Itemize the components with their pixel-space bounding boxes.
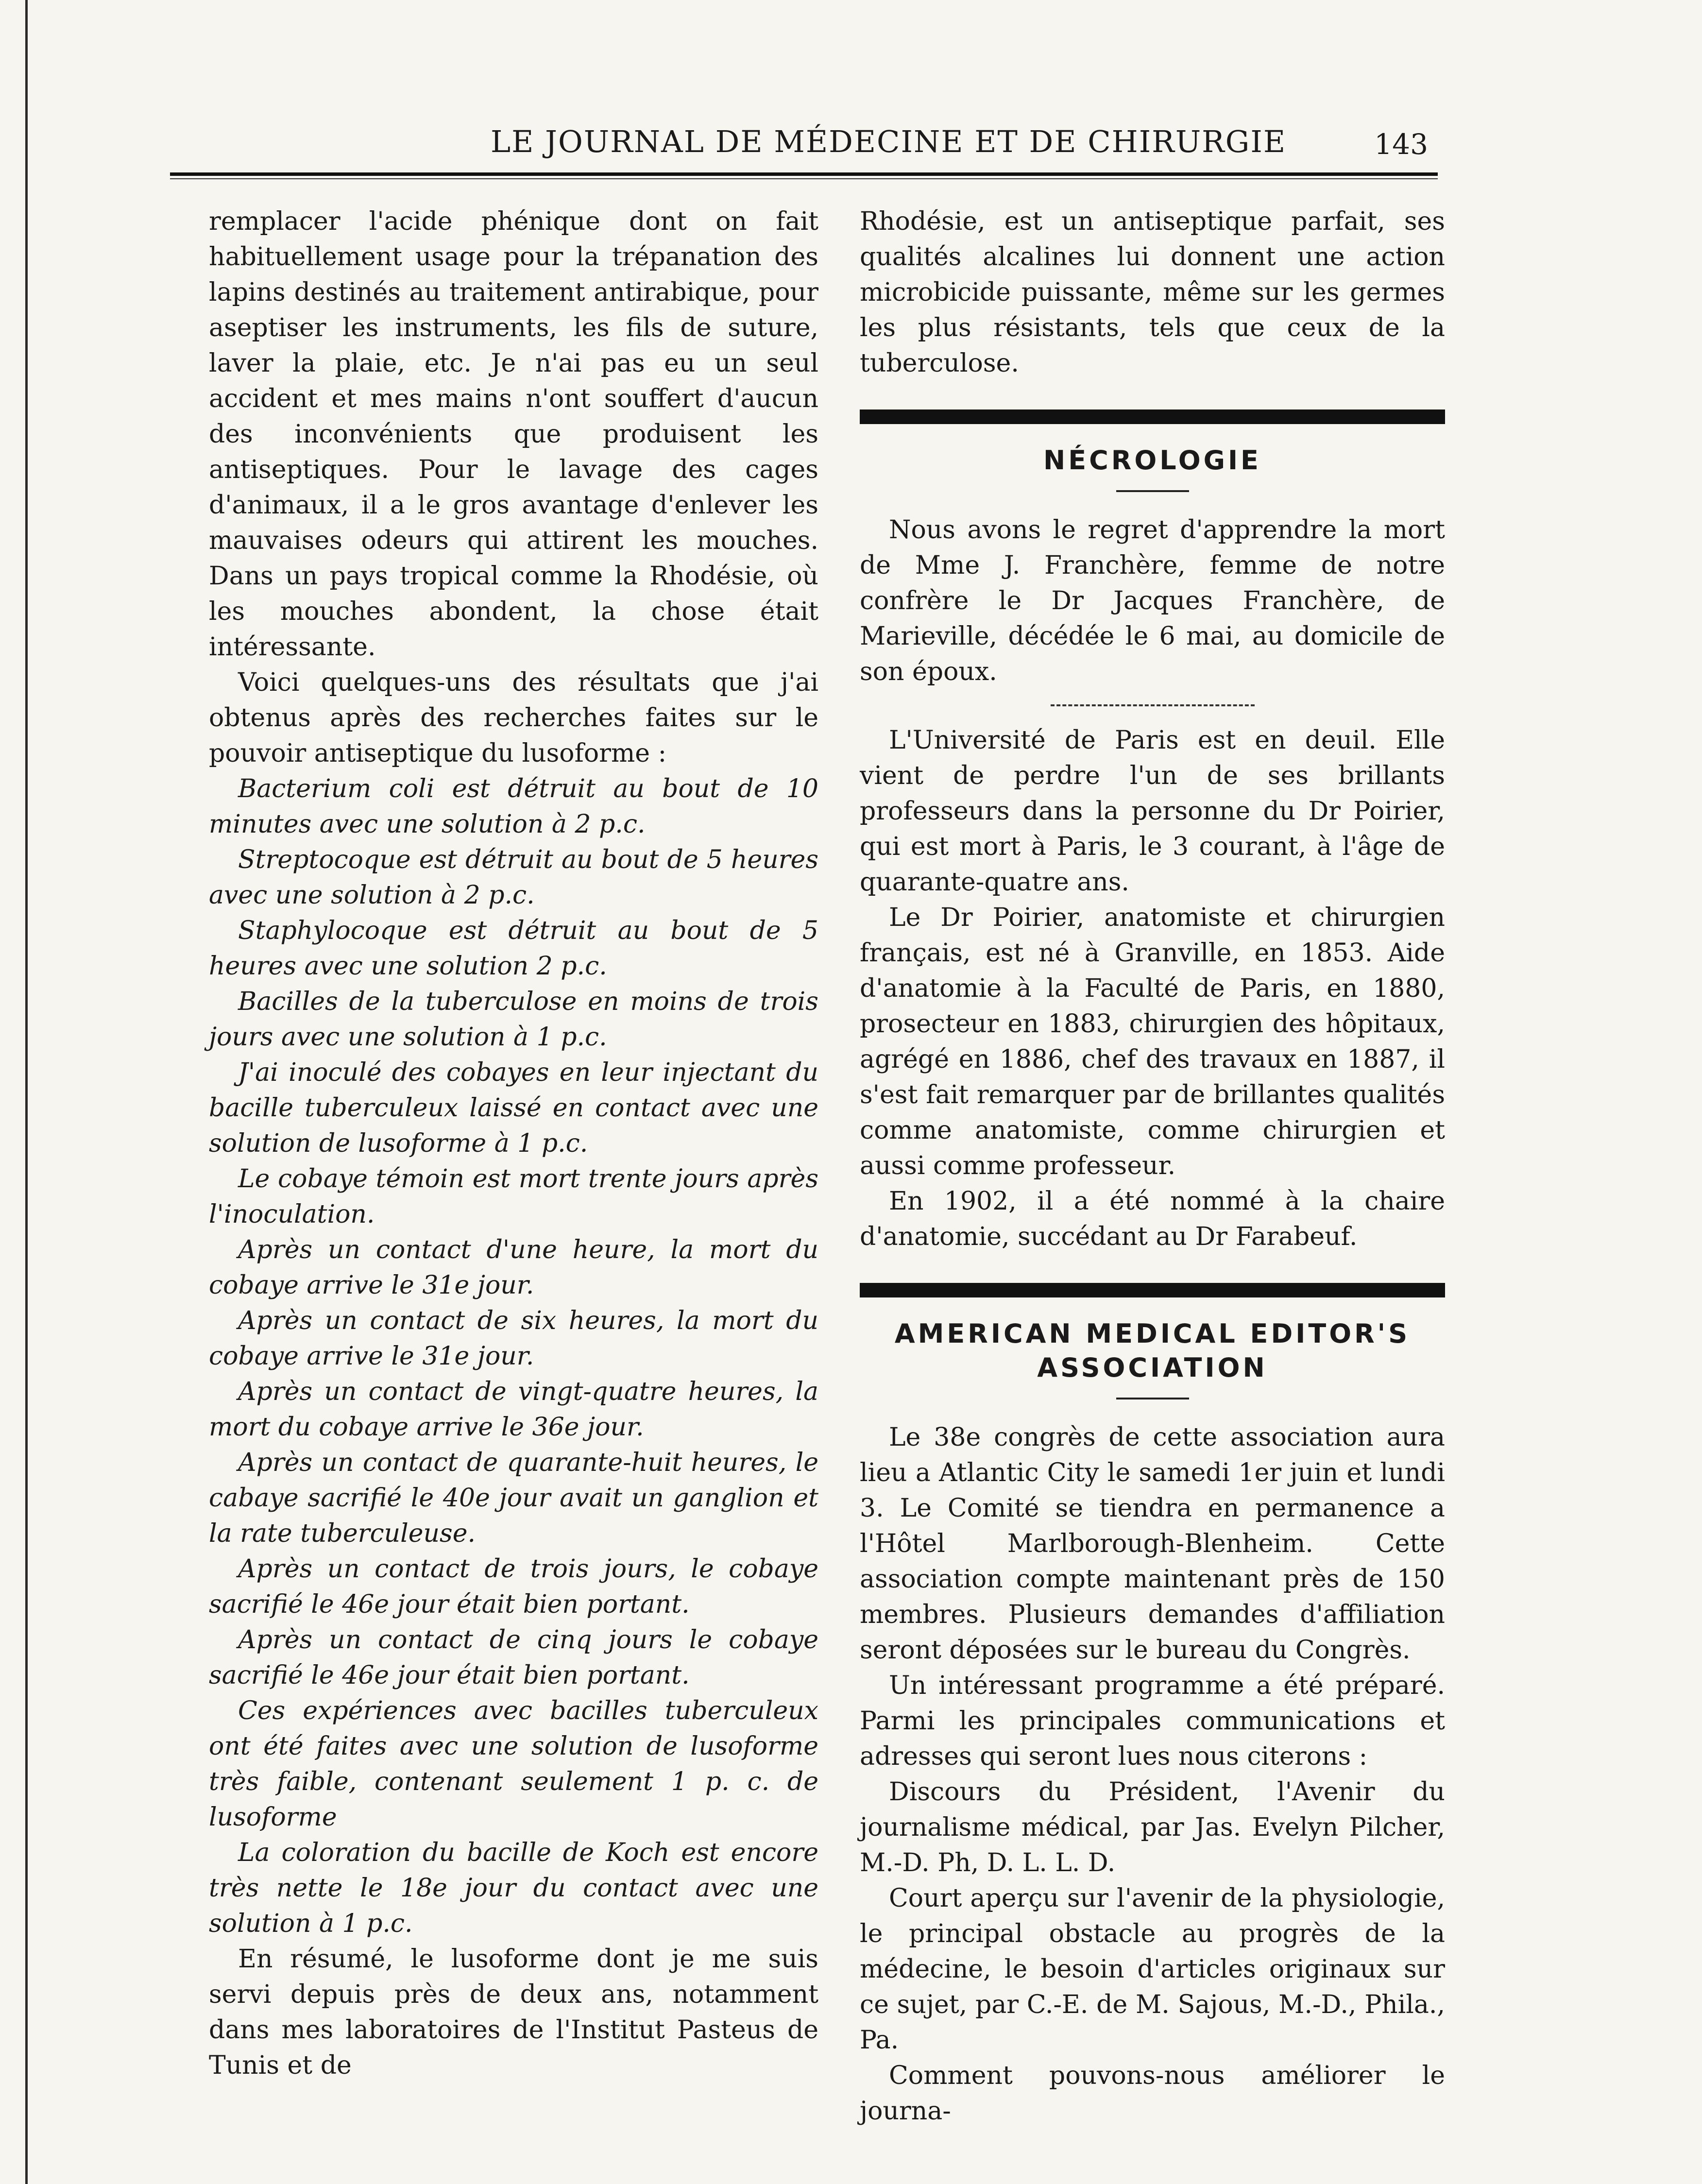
right-column xyxy=(860,204,1445,2129)
result-item: Après un contact de vingt-quatre heures, la mort du cobaye arrive le 36e jour. xyxy=(209,1377,818,1442)
result-item: Après un contact de six heures, la mort du cobaye arrive le 31e jour. xyxy=(209,1306,818,1371)
paragraph: Comment pouvons-nous améliorer le journa- xyxy=(860,2061,1445,2126)
title-rule xyxy=(1116,1398,1189,1399)
paragraph: Un intéressant programme a été préparé. Parmi les principales communications et adresses qui seront lues nous citerons : xyxy=(860,1671,1445,1771)
page-number: 143 xyxy=(1374,128,1428,161)
section-title-necrologie: NÉCROLOGIE xyxy=(1043,445,1261,476)
result-item: Ces expériences avec bacilles tuberculeux ont été faites avec une solution de lusoforme très faible, contenant seulement 1 p. c. de lusoforme xyxy=(209,1696,818,1832)
result-item: Après un contact d'une heure, la mort du cobaye arrive le 31e jour. xyxy=(209,1235,818,1300)
paragraph: Discours du Président, l'Avenir du journalisme médical, par Jas. Evelyn Pilcher, M.-D. Ph, D. L. L. D. xyxy=(860,1777,1445,1877)
paragraph: remplacer l'acide phénique dont on fait habituellement usage pour la trépanation des lapins destinés au traitement antirabique, pour aseptiser les instruments, les fils de suture, laver la plaie, etc. Je n'ai pas eu un seul accident et mes mains n'ont souffert d'aucun des inconvénients que produisent les antiseptiques. Pour le lavage des cages d'animaux, il a le gros avantage d'enlever les mauvaises odeurs qui attirent les mouches. Dans un pays tropical comme la Rhodésie, où les mouches abondent, la chose était intéressante. xyxy=(209,207,818,662)
left-column xyxy=(209,204,818,2083)
result-item: La coloration du bacille de Koch est encore très nette le 18e jour du contact avec une solution à 1 p.c. xyxy=(209,1838,818,1938)
page-binding-edge xyxy=(25,0,28,2184)
paragraph: Court aperçu sur l'avenir de la physiologie, le principal obstacle au progrès de la médecine, le besoin d'articles originaux sur ce sujet, par C.-E. de M. Sajous, M.-D., Phila., Pa. xyxy=(860,1884,1445,2055)
paragraph: Le Dr Poirier, anatomiste et chirurgien français, est né à Granville, en 1853. Aide d'anatomie à la Faculté de Paris, en 1880, prosecteur en 1883, chirurgien des hôpitaux, agrégé en 1886, chef des travaux en 1887, il s'est fait remarquer par de brillantes qualités comme anatomiste, comme chirurgien et aussi comme professeur. xyxy=(860,903,1445,1180)
header-rule-thin xyxy=(170,178,1438,179)
result-item: Après un contact de trois jours, le cobaye sacrifié le 46e jour était bien portant. xyxy=(209,1554,818,1619)
section-title-association-line2: ASSOCIATION xyxy=(1037,1352,1268,1383)
running-title: LE JOURNAL DE MÉDECINE ET DE CHIRURGIE xyxy=(491,124,1287,159)
result-item: Bacilles de la tuberculose en moins de trois jours avec une solution à 1 p.c. xyxy=(209,987,818,1052)
result-item: Le cobaye témoin est mort trente jours après l'inoculation. xyxy=(209,1164,818,1229)
result-item: Bacterium coli est détruit au bout de 10 minutes avec une solution à 2 p.c. xyxy=(209,774,818,839)
title-rule xyxy=(1116,490,1189,492)
paragraph: En résumé, le lusoforme dont je me suis servi depuis près de deux ans, notamment dans mes laboratoires de l'Institut Pasteus de Tunis et de xyxy=(209,1945,818,2080)
section-divider-bar xyxy=(860,410,1445,424)
paragraph: En 1902, il a été nommé à la chaire d'anatomie, succédant au Dr Farabeuf. xyxy=(860,1187,1445,1251)
result-item: Staphylocoque est détruit au bout de 5 heures avec une solution 2 p.c. xyxy=(209,916,818,981)
paragraph: Le 38e congrès de cette association aura lieu a Atlantic City le samedi 1er juin et lundi 3. Le Comité se tiendra en permanence a l'Hôtel Marlborough-Blenheim. Cette association compte maintenant près de 150 membres. Plusieurs demandes d'affiliation seront déposées sur le bureau du Congrès. xyxy=(860,1423,1445,1665)
running-header xyxy=(170,124,1438,177)
result-item: J'ai inoculé des cobayes en leur injectant du bacille tuberculeux laissé en contact avec une solution de lusoforme à 1 p.c. xyxy=(209,1058,818,1158)
paragraph: Nous avons le regret d'apprendre la mort de Mme J. Franchère, femme de notre confrère le Dr Jacques Franchère, de Marieville, décédée le 6 mai, au domicile de son époux. xyxy=(860,515,1445,686)
result-item: Après un contact de quarante-huit heures, le cabaye sacrifié le 40e jour avait un ganglion et la rate tuberculeuse. xyxy=(209,1448,818,1548)
section-divider-bar xyxy=(860,1283,1445,1297)
header-rule xyxy=(170,172,1438,176)
result-item: Après un contact de cinq jours le cobaye sacrifié le 46e jour était bien portant. xyxy=(209,1625,818,1690)
result-item: Streptocoque est détruit au bout de 5 heures avec une solution à 2 p.c. xyxy=(209,845,818,910)
separator-rule xyxy=(1051,704,1255,706)
paragraph: Rhodésie, est un antiseptique parfait, ses qualités alcalines lui donnent une action microbicide puissante, même sur les germes les plus résistants, tels que ceux de la tuberculose. xyxy=(860,207,1445,378)
section-title-association: AMERICAN MEDICAL EDITOR'S xyxy=(894,1318,1411,1349)
paragraph: L'Université de Paris est en deuil. Elle vient de perdre l'un de ses brillants professeurs dans la personne du Dr Poirier, qui est mort à Paris, le 3 courant, à l'âge de quarante-quatre ans. xyxy=(860,726,1445,897)
paragraph: Voici quelques-uns des résultats que j'ai obtenus après des recherches faites sur le pouvoir antiseptique du lusoforme : xyxy=(209,668,818,768)
